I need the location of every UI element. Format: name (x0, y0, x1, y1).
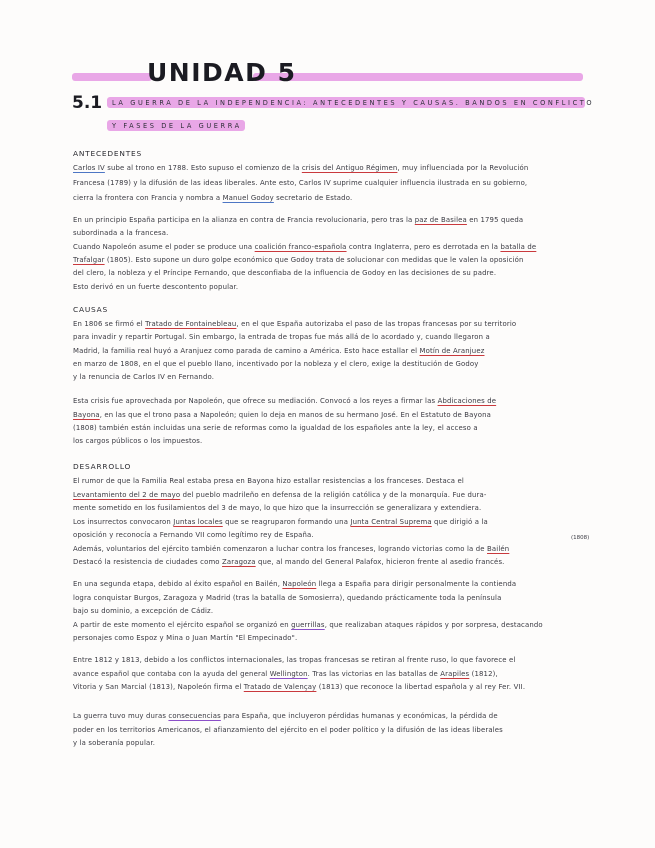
text-line (73, 425, 478, 432)
text-line (73, 546, 509, 553)
text-run: (1805). Esto supone un duro golpe económico que Godoy trata de solucionar con medidas que le valen la oposición (104, 256, 524, 264)
text-line (73, 334, 490, 341)
text-run: que, al mando del General Palafox, hicieron frente al asedio francés. (255, 558, 505, 566)
text-line (73, 608, 213, 615)
text-run: A partir de este momento el ejército español se organizó en (73, 621, 292, 629)
underlined-term: coalición franco-española (254, 243, 347, 251)
text-line (73, 348, 484, 355)
text-run: Cuando Napoleón asume el poder se produce una (73, 243, 255, 251)
underlined-term: Bailén (487, 545, 510, 553)
text-line (73, 165, 528, 172)
text-run: que dirigió a la (431, 518, 488, 526)
title-highlight-left (72, 73, 152, 81)
text-run: en 1795 queda (466, 216, 524, 224)
text-run: para España, que incluyeron pérdidas humanas y económicas, la pérdida de (220, 712, 498, 720)
text-run: y la soberanía popular. (73, 739, 156, 747)
text-line (73, 635, 297, 642)
text-line (73, 270, 496, 277)
text-run: , que realizaban ataques rápidos y por sorpresa, destacando (324, 621, 543, 629)
text-run: Esto derivó en un fuerte descontento popular. (73, 283, 239, 291)
heading-desarrollo: DESARROLLO (73, 462, 132, 471)
underlined-term: Carlos IV (73, 164, 105, 172)
underlined-term: Abdicaciones de (437, 397, 497, 405)
underlined-term: Arapiles (440, 670, 470, 678)
heading-causas: CAUSAS (73, 305, 109, 314)
text-run: para invadir y repartir Portugal. Sin embargo, la entrada de tropas fue más allá de lo acordado y, cuando llegaron a (73, 333, 490, 341)
text-run: La guerra tuvo muy duras (73, 712, 169, 720)
underlined-term: Zaragoza (222, 558, 256, 566)
section-title-line1: LA GUERRA DE LA INDEPENDENCIA: ANTECEDENTES Y CAUSAS. BANDOS EN CONFLICTO (112, 99, 595, 107)
text-run: El rumor de que la Familia Real estaba presa en Bayona hizo estallar resistencias a los franceses. Destaca el (73, 477, 464, 485)
text-line (73, 505, 481, 512)
text-line (73, 284, 238, 291)
text-run: , muy influenciada por la Revolución (397, 164, 529, 172)
text-run: y la renuncia de Carlos IV en Fernando. (73, 373, 215, 381)
text-run: Francesa (1789) y la difusión de las ideas liberales. Ante esto, Carlos IV suprime cualquier influencia ilustrada en su gobierno, (73, 179, 528, 187)
text-run: En 1806 se firmó el (73, 320, 146, 328)
text-run: (1812), (469, 670, 498, 678)
text-line (73, 684, 525, 691)
text-line (73, 740, 155, 747)
text-line (73, 398, 496, 405)
underlined-term: Levantamiento del 2 de mayo (73, 491, 181, 499)
text-run: en marzo de 1808, en el que el pueblo llano, incentivado por la nobleza y el clero, exige la destitución de Godoy (73, 360, 479, 368)
underlined-term: Bayona (73, 411, 100, 419)
text-run: Madrid, la familia real huyó a Aranjuez como parada de camino a América. Esto hace estallar el (73, 347, 420, 355)
underlined-term: Trafalgar (73, 256, 105, 264)
text-run: logra conquistar Burgos, Zaragoza y Madrid (tras la batalla de Somosierra), quedando prácticamente toda la península (73, 594, 502, 602)
underlined-term: paz de Basilea (414, 216, 467, 224)
underlined-term: Junta Central Suprema (350, 518, 432, 526)
text-run: llega a España para dirigir personalmente la contienda (316, 580, 517, 588)
text-line (73, 595, 501, 602)
text-line (73, 519, 488, 526)
text-run: que se reagruparon formando una (222, 518, 351, 526)
text-line (73, 622, 543, 629)
text-run: Además, voluntarios del ejército también comenzaron a luchar contra los franceses, logrando victorias como la de (73, 545, 488, 553)
text-run: Esta crisis fue aprovechada por Napoleón, que ofrece su mediación. Convocó a los reyes a firmar las (73, 397, 438, 405)
text-line (73, 257, 524, 264)
text-run: secretario de Estado. (273, 194, 353, 202)
text-run: sube al trono en 1788. Esto supuso el comienzo de la (104, 164, 302, 172)
text-run: los cargos públicos o los impuestos. (73, 437, 203, 445)
text-run: subordinada a la francesa. (73, 229, 169, 237)
underlined-term: batalla de (500, 243, 537, 251)
text-run: personajes como Espoz y Mina o Juan Martín "El Empecinado". (73, 634, 298, 642)
text-run: oposición y reconocía a Fernando VII como legítimo rey de España. (73, 531, 314, 539)
text-line (73, 559, 505, 566)
text-run: Destacó la resistencia de ciudades como (73, 558, 223, 566)
text-run: . Tras las victorias en las batallas de (307, 670, 441, 678)
text-run: cierra la frontera con Francia y nombra a (73, 194, 223, 202)
text-run: bajo su dominio, a excepción de Cádiz. (73, 607, 214, 615)
text-line (73, 321, 516, 328)
note-1808: (1808) (571, 535, 590, 541)
text-line (73, 713, 498, 720)
text-line (73, 217, 523, 224)
text-run: del pueblo madrileño en defensa de la religión católica y de la monarquía. Fue dura- (180, 491, 487, 499)
text-run: (1808) también están incluidas una serie de reformas como la igualdad de los españoles ante la ley, el acceso a (73, 424, 478, 432)
text-run: , en el que España autorizaba el paso de las tropas francesas por su territorio (236, 320, 517, 328)
underlined-term: Tratado de Fontainebleau (145, 320, 237, 328)
text-line (73, 492, 486, 499)
text-run: Los insurrectos convocaron (73, 518, 174, 526)
text-line (73, 230, 168, 237)
text-line (73, 374, 214, 381)
underlined-term: Juntas locales (173, 518, 223, 526)
underlined-term: Tratado de Valençay (243, 683, 317, 691)
text-line (73, 180, 527, 187)
heading-antecedentes: ANTECEDENTES (73, 149, 142, 158)
text-run: , en las que el trono pasa a Napoleón; quien lo deja en manos de su hermano José. En el Estatuto de Bayona (99, 411, 492, 419)
unit-title: UNIDAD 5 (147, 58, 297, 87)
text-run: avance español que contaba con la ayuda del general (73, 670, 270, 678)
text-line (73, 657, 515, 664)
title-highlight-right (253, 73, 583, 81)
section-title-line2: Y FASES DE LA GUERRA (112, 122, 242, 130)
underlined-term: consecuencias (168, 712, 221, 720)
text-run: En una segunda etapa, debido al éxito español en Bailén, (73, 580, 283, 588)
text-line (73, 581, 516, 588)
text-run: (1813) que reconoce la libertad española y al rey Fer. VII. (316, 683, 526, 691)
text-line (73, 412, 491, 419)
text-line (73, 532, 314, 539)
underlined-term: Motín de Aranjuez (419, 347, 485, 355)
underlined-term: Wellington (269, 670, 308, 678)
text-line (73, 244, 536, 251)
underlined-term: Manuel Godoy (222, 194, 274, 202)
underlined-term: crisis del Antiguo Régimen (301, 164, 398, 172)
text-line (73, 438, 202, 445)
text-line (73, 195, 352, 202)
text-line (73, 671, 498, 678)
section-number: 5.1 (72, 93, 103, 113)
text-line (73, 727, 503, 734)
underlined-term: Napoleón (282, 580, 317, 588)
underlined-term: guerrillas (291, 621, 325, 629)
text-line (73, 478, 464, 485)
text-run: del clero, la nobleza y el Príncipe Fernando, que desconfiaba de la influencia de Godoy en las decisiones de su padre. (73, 269, 497, 277)
text-run: mente sometido en los fusilamientos del 3 de mayo, lo que hizo que la insurrección se generalizara y extendiera. (73, 504, 482, 512)
text-run: Vitoria y San Marcial (1813), Napoleón firma el (73, 683, 244, 691)
text-run: Entre 1812 y 1813, debido a los conflictos internacionales, las tropas francesas se retiran al frente ruso, lo que favorece el (73, 656, 516, 664)
text-run: poder en los territorios Americanos, el afianzamiento del ejército en el poder político y la difusión de las ideas liberales (73, 726, 503, 734)
text-line (73, 361, 479, 368)
text-run: contra Inglaterra, pero es derrotada en la (346, 243, 501, 251)
text-run: En un principio España participa en la alianza en contra de Francia revolucionaria, pero tras la (73, 216, 415, 224)
